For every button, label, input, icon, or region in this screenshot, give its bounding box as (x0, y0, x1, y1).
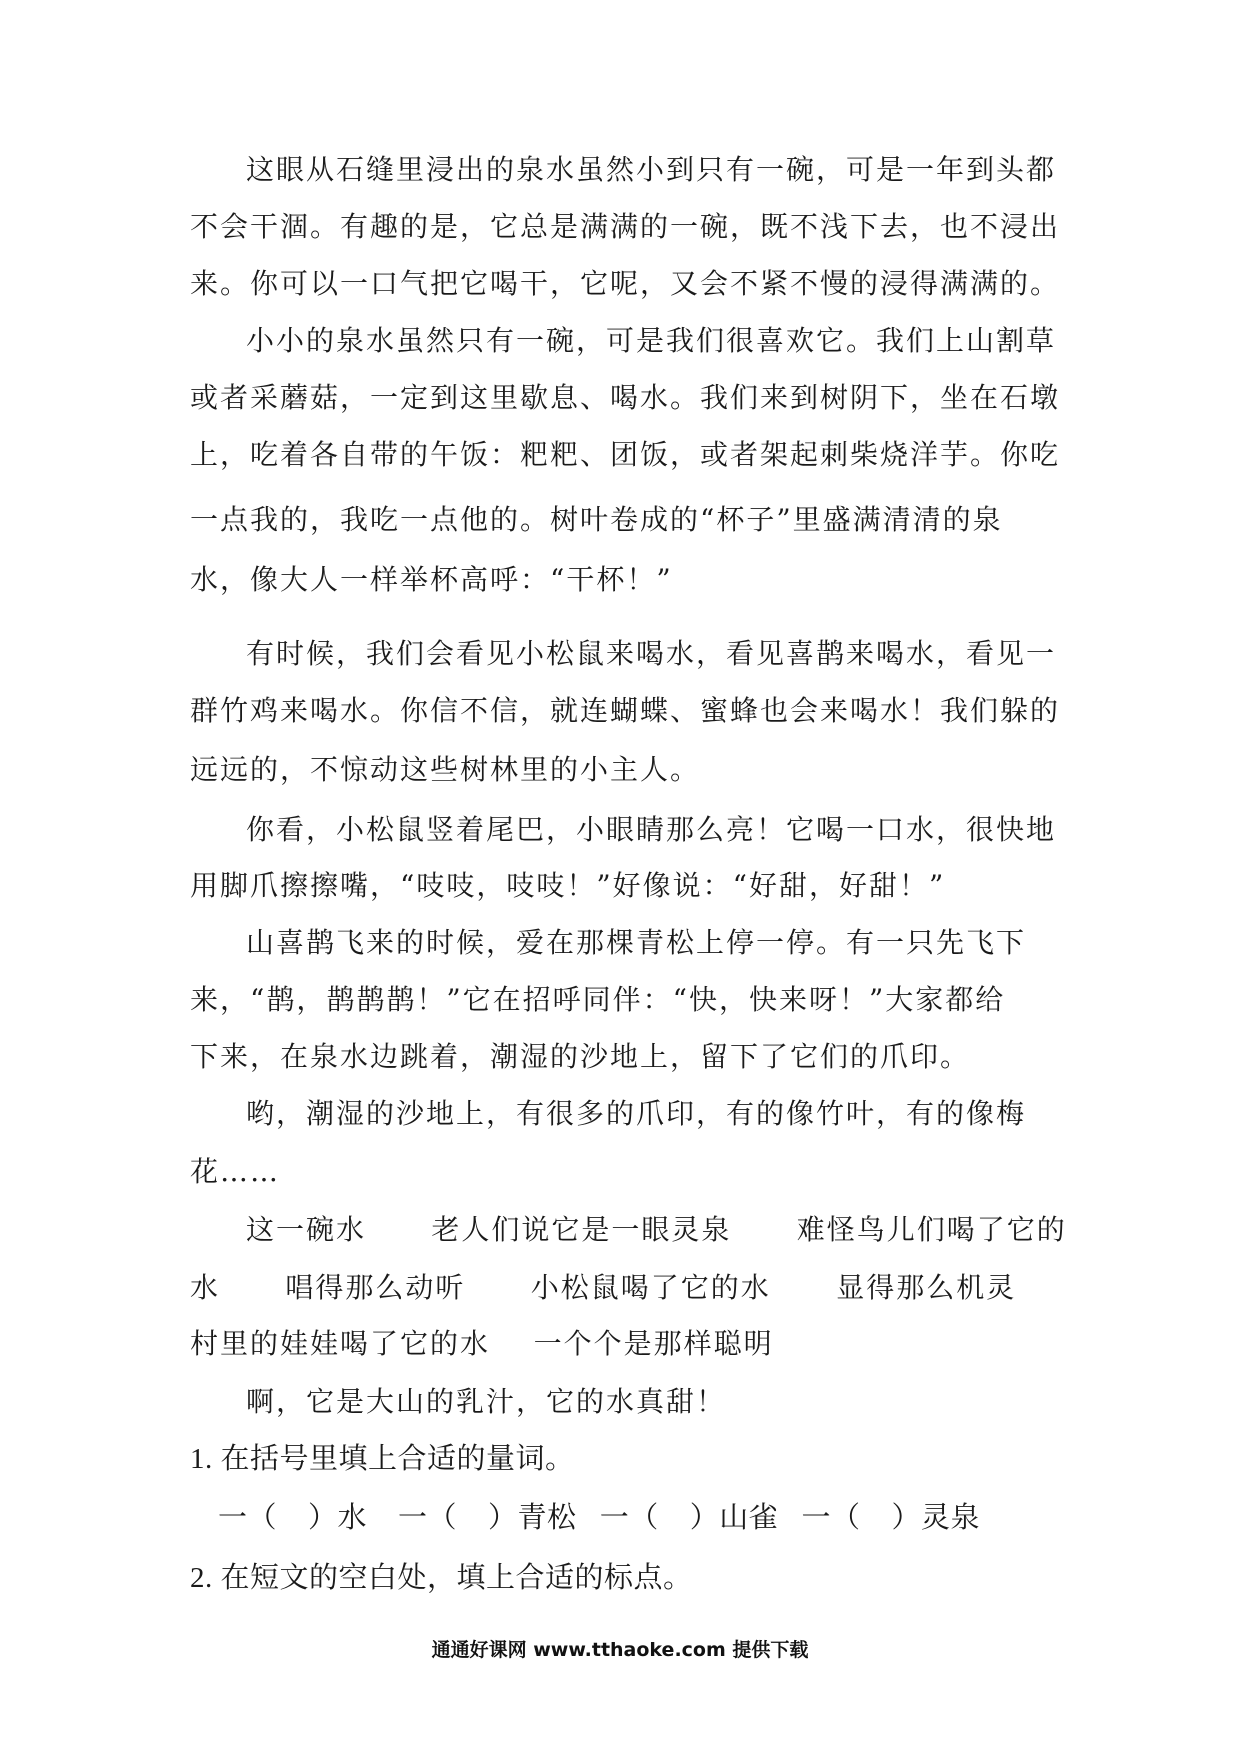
passage-line: 远远的，不惊动这些树林里的小主人。 (190, 753, 701, 786)
passage-line: 水，像大人一样举杯高呼：“干杯！” (190, 563, 673, 596)
passage-line: 哟，潮湿的沙地上，有很多的爪印，有的像竹叶，有的像梅 (246, 1097, 1027, 1130)
passage-line: 不会干涸。有趣的是，它总是满满的一碗，既不浅下去，也不浸出 (190, 210, 1061, 243)
question-2: 2. 在短文的空白处，填上合适的标点。 (190, 1562, 693, 1594)
passage-line: 一点我的，我吃一点他的。树叶卷成的“杯子”里盛满清清的泉 (190, 503, 1003, 536)
passage-line: 村里的娃娃喝了它的水 一个个是那样聪明 (190, 1327, 774, 1360)
question-1-blanks: 一（ ）水 一（ ）青松 一（ ）山雀 一（ ）灵泉 (218, 1502, 981, 1534)
passage-line: 有时候，我们会看见小松鼠来喝水，看见喜鹊来喝水，看见一 (246, 637, 1057, 670)
passage-line: 这一碗水 老人们说它是一眼灵泉 难怪鸟儿们喝了它的 (246, 1213, 1067, 1246)
passage-line: 花…… (190, 1155, 281, 1188)
passage-line: 下来，在泉水边跳着，潮湿的沙地上，留下了它们的爪印。 (190, 1040, 971, 1073)
passage-line: 水 唱得那么动听 小松鼠喝了它的水 显得那么机灵 (190, 1271, 1017, 1304)
passage-line: 用脚爪擦擦嘴，“吱吱，吱吱！”好像说：“好甜，好甜！” (190, 869, 946, 902)
passage-line: 山喜鹊飞来的时候，爱在那棵青松上停一停。有一只先飞下 (246, 926, 1027, 959)
passage-line: 小小的泉水虽然只有一碗，可是我们很喜欢它。我们上山割草 (246, 324, 1057, 357)
question-1: 1. 在括号里填上合适的量词。 (190, 1443, 575, 1475)
passage-line: 啊，它是大山的乳汁，它的水真甜！ (246, 1385, 727, 1418)
passage-line: 或者采蘑菇，一定到这里歇息、喝水。我们来到树阴下，坐在石墩 (190, 381, 1061, 414)
footer-credit: 通通好课网 www.tthaoke.com 提供下载 (431, 1639, 809, 1661)
passage-line: 你看，小松鼠竖着尾巴，小眼睛那么亮！它喝一口水，很快地 (246, 813, 1057, 846)
passage-line: 这眼从石缝里浸出的泉水虽然小到只有一碗，可是一年到头都 (246, 153, 1057, 186)
passage-line: 来，“鹊，鹊鹊鹊！”它在招呼同伴：“快，快来呀！”大家都给 (190, 983, 1006, 1016)
passage-line: 群竹鸡来喝水。你信不信，就连蝴蝶、蜜蜂也会来喝水！我们躲的 (190, 694, 1061, 727)
passage-line: 来。你可以一口气把它喝干，它呢，又会不紧不慢的浸得满满的。 (190, 267, 1061, 300)
passage-line: 上，吃着各自带的午饭：粑粑、团饭，或者架起刺柴烧洋芋。你吃 (190, 438, 1061, 471)
